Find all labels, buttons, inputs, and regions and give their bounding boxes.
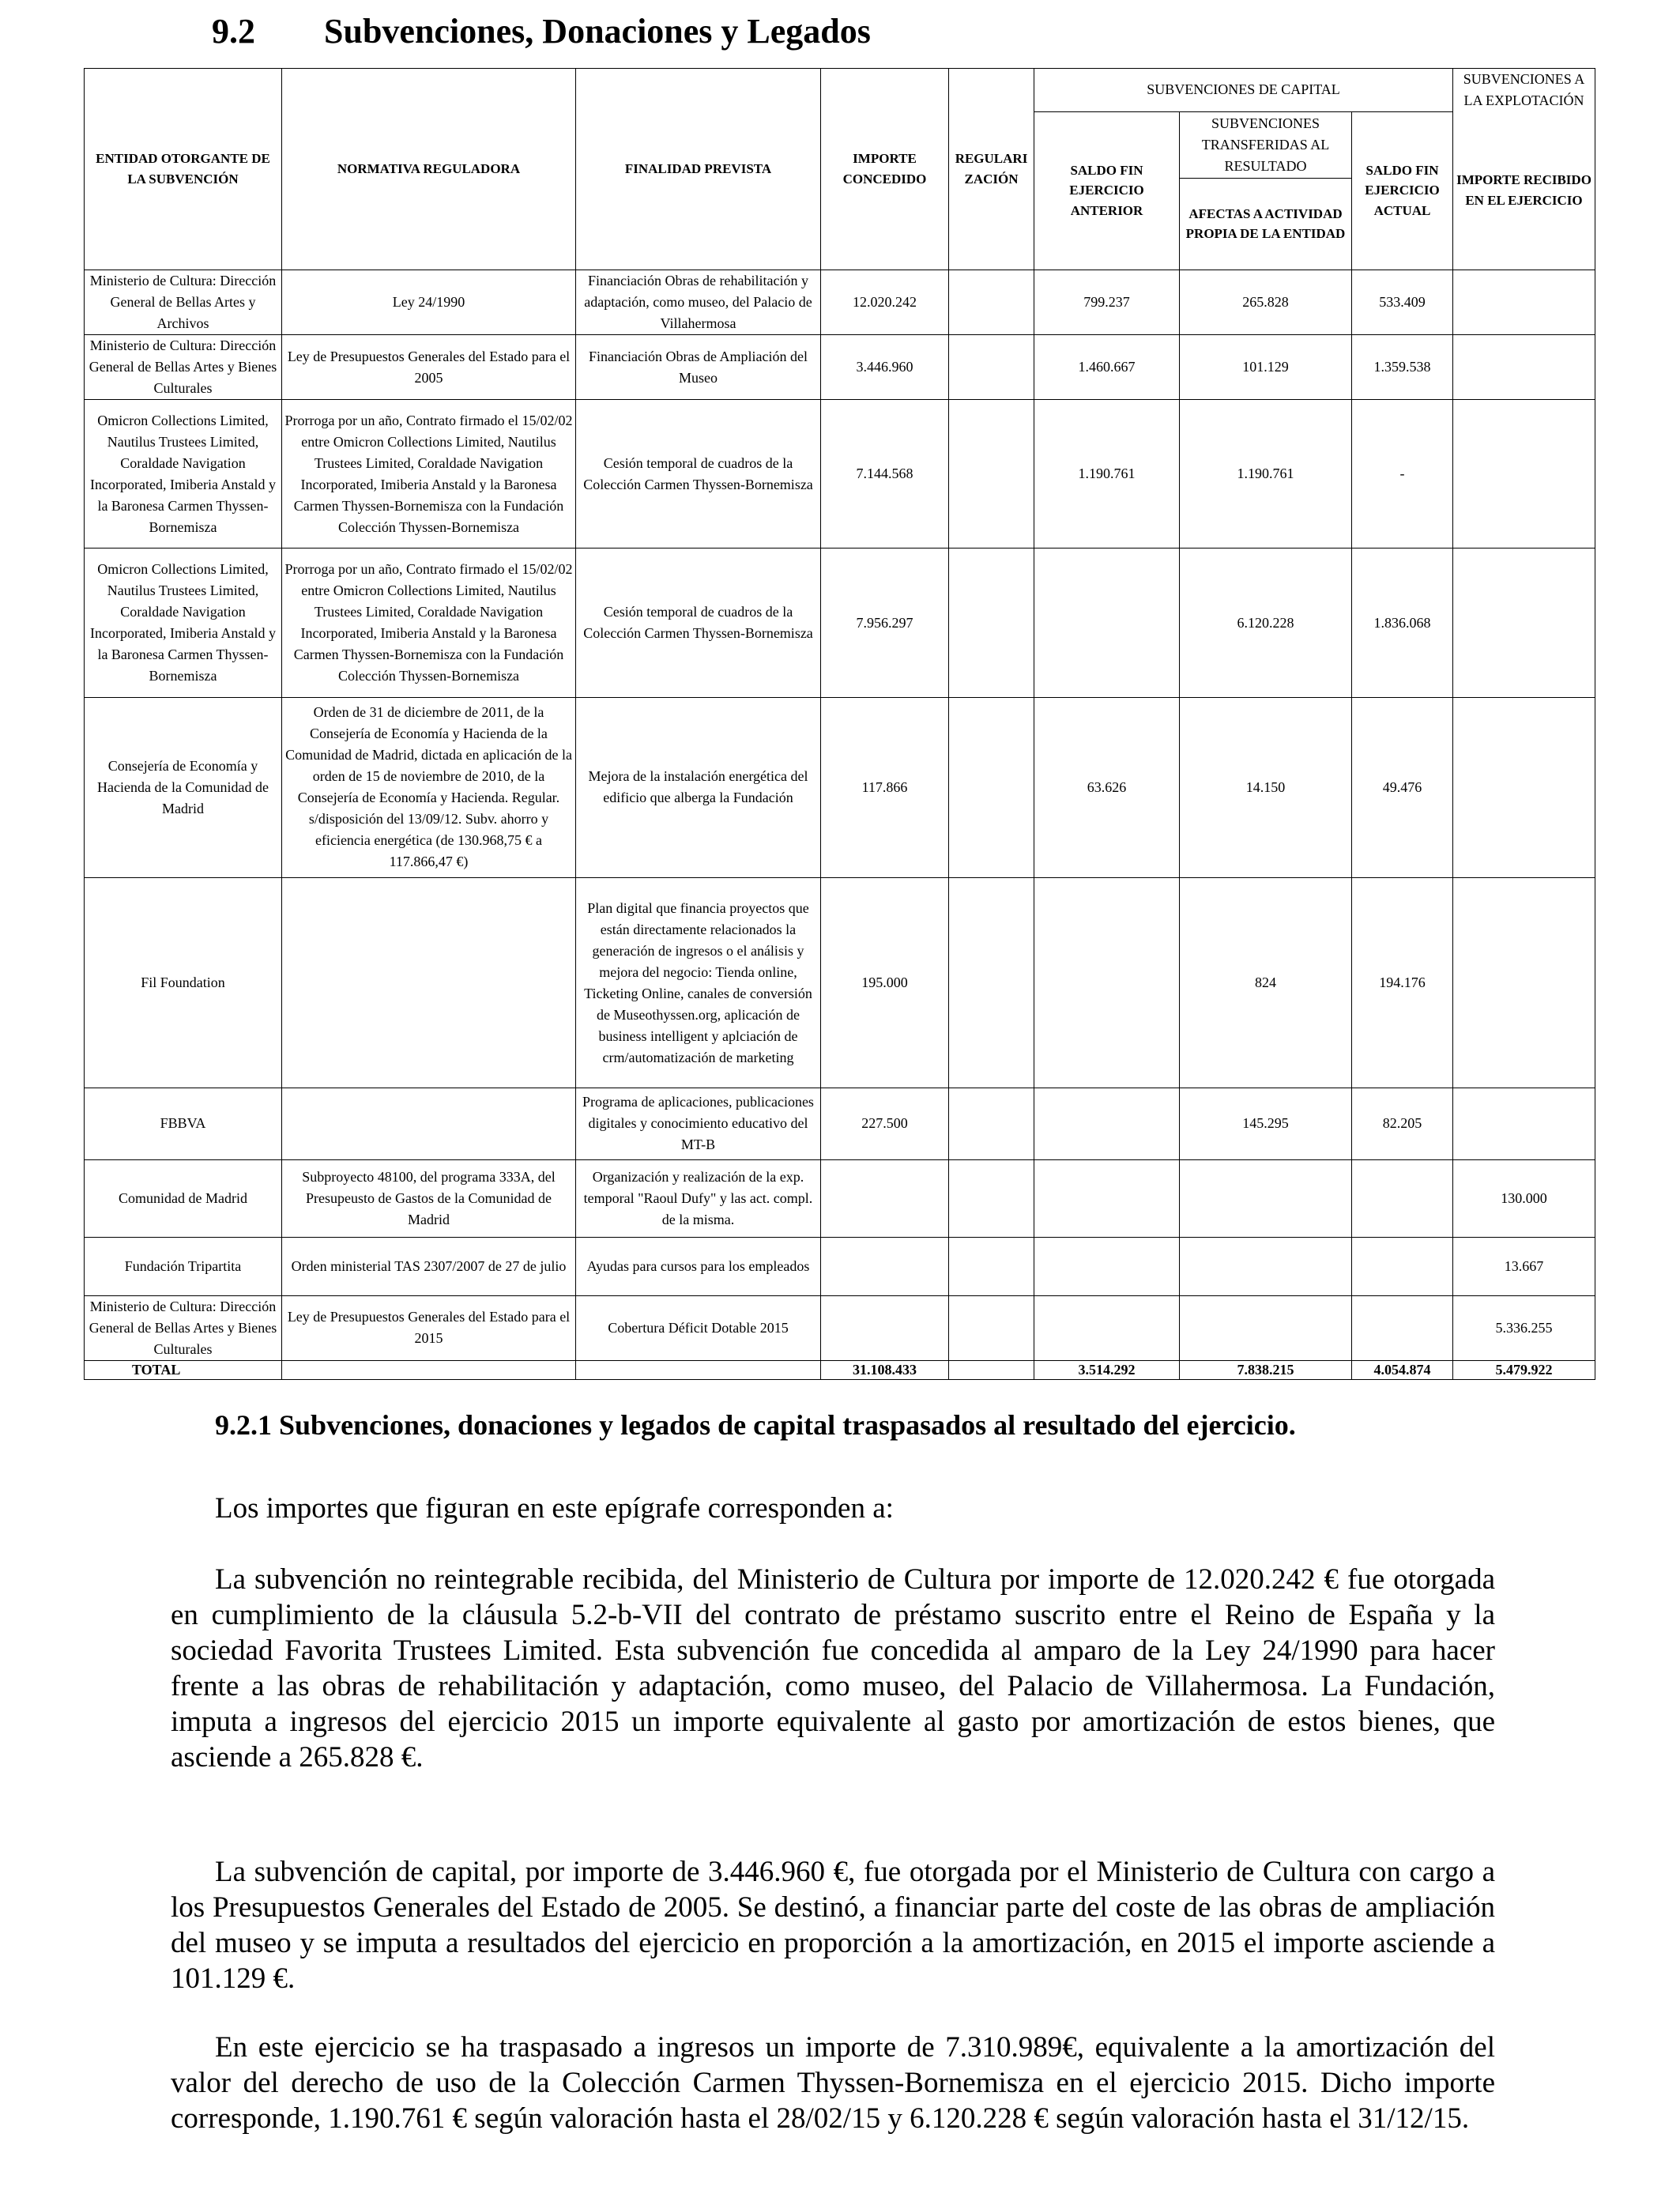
cell-finalidad: Organización y realización de la exp. temporal "Raoul Dufy" y las act. compl. de la misma. (576, 1159, 821, 1237)
header-entidad: ENTIDAD OTORGANTE DE LA SUBVENCIÓN (85, 69, 282, 270)
cell-afectas (1180, 1159, 1352, 1237)
cell-normativa: Orden ministerial TAS 2307/2007 de 27 de julio (282, 1237, 576, 1295)
cell-finalidad: Cobertura Déficit Dotable 2015 (576, 1295, 821, 1360)
cell-entidad: Comunidad de Madrid (85, 1159, 282, 1237)
paragraph-ministerio (171, 1562, 1495, 1775)
cell-entidad: Fundación Tripartita (85, 1237, 282, 1295)
table-row (85, 548, 1595, 697)
cell-saldo-actual: - (1352, 400, 1453, 548)
cell-finalidad: Programa de aplicaciones, publicaciones digitales y conocimiento educativo del MT-B (576, 1088, 821, 1159)
cell-finalidad: Ayudas para cursos para los empleados (576, 1237, 821, 1295)
cell-afectas: 824 (1180, 878, 1352, 1088)
cell-normativa: Ley de Presupuestos Generales del Estado para el 2015 (282, 1295, 576, 1360)
cell-recibido (1453, 878, 1595, 1088)
total-row (85, 1360, 1595, 1379)
cell-regularizacion (949, 1159, 1034, 1237)
header-saldo-actual: SALDO FIN EJERCICIO ACTUAL (1352, 111, 1453, 270)
cell-normativa: Ley 24/1990 (282, 270, 576, 334)
cell-regularizacion (949, 697, 1034, 877)
cell-finalidad: Mejora de la instalación energética del edificio que alberga la Fundación (576, 697, 821, 877)
cell-regularizacion (949, 548, 1034, 697)
cell-afectas: 6.120.228 (1180, 548, 1352, 697)
cell-regularizacion (949, 334, 1034, 399)
cell-normativa: Prorroga por un año, Contrato firmado el 15/02/02 entre Omicron Collections Limited, Nautilus Trustees Limited, Coraldade Navigation Incorporated, Imiberia Anstald y la Baronesa Carmen Thyssen-Bornemisza con la Fundación Colección Thyssen-Bornemisza (282, 400, 576, 548)
cell-afectas (1180, 1295, 1352, 1360)
cell-afectas (1180, 1237, 1352, 1295)
cell-recibido (1453, 548, 1595, 697)
cell-normativa: Orden de 31 de diciembre de 2011, de la Consejería de Economía y Hacienda de la Comunidad de Madrid, dictada en aplicación de la orden de 15 de noviembre de 2010, de la Consejería de Economía y Hacienda. Regular. s/disposición del 13/09/12. Subv. ahorro y eficiencia energética (de 130.968,75 € a 117.866,47 €) (282, 697, 576, 877)
paragraph-capital (171, 1854, 1495, 1996)
cell-importe (821, 1237, 949, 1295)
subsidies-table (84, 68, 1595, 1380)
total-finalidad (576, 1360, 821, 1379)
cell-entidad: Omicron Collections Limited, Nautilus Trustees Limited, Coraldade Navigation Incorporated, Imiberia Anstald y la Baronesa Carmen Thyssen-Bornemisza (85, 548, 282, 697)
paragraph-text: La subvención de capital, por importe de 3.446.960 €, fue otorgada por el Ministerio de Cultura con cargo a los Presupuestos Generales del Estado de 2005. Se destinó, a financiar parte del coste de las obras de ampliación del museo y se imputa a resultados del ejercicio en proporción a la amortización, en 2015 el importe asciende a 101.129 €. (171, 1856, 1495, 1995)
paragraph-text: La subvención no reintegrable recibida, del Ministerio de Cultura por importe de 12.020.242 € fue otorgada en cumplimiento de la cláusula 5.2-b-VII del contrato de préstamo suscrito entre el Reino de España y la sociedad Favorita Trustees Limited. Esta subvención fue concedida al amparo de la Ley 24/1990 para hacer frente a las obras de rehabilitación y adaptación, como museo, del Palacio de Villahermosa. La Fundación, imputa a ingresos del ejercicio 2015 un importe equivalente al gasto por amortización de estos bienes, que asciende a 265.828 €. (171, 1563, 1495, 1774)
cell-saldo-actual: 194.176 (1352, 878, 1453, 1088)
paragraph-intro (171, 1491, 1495, 1526)
cell-recibido (1453, 400, 1595, 548)
cell-afectas: 14.150 (1180, 697, 1352, 877)
section-title-text: Subvenciones, Donaciones y Legados (324, 12, 871, 51)
cell-saldo-actual (1352, 1237, 1453, 1295)
cell-saldo-actual (1352, 1295, 1453, 1360)
cell-regularizacion (949, 1088, 1034, 1159)
total-saldo-actual: 4.054.874 (1352, 1360, 1453, 1379)
paragraph-text: En este ejercicio se ha traspasado a ingresos un importe de 7.310.989€, equivalente a la amortización del valor del derecho de uso de la Colección Carmen Thyssen-Bornemisza en el ejercicio 2015. Dicho importe corresponde, 1.190.761 € según valoración hasta el 28/02/15 y 6.120.228 € según valoración hasta el 31/12/15. (171, 2031, 1495, 2135)
cell-saldo-anterior (1034, 548, 1180, 697)
table-row (85, 1159, 1595, 1237)
cell-importe: 3.446.960 (821, 334, 949, 399)
header-afectas: AFECTAS A ACTIVIDAD PROPIA DE LA ENTIDAD (1180, 178, 1352, 270)
header-explotacion-group: SUBVENCIONES A LA EXPLOTACIÓN (1453, 69, 1595, 112)
cell-finalidad: Financiación Obras de rehabilitación y adaptación, como museo, del Palacio de Villahermosa (576, 270, 821, 334)
cell-importe: 117.866 (821, 697, 949, 877)
cell-saldo-anterior (1034, 878, 1180, 1088)
cell-importe (821, 1295, 949, 1360)
table-row (85, 1295, 1595, 1360)
total-recibido: 5.479.922 (1453, 1360, 1595, 1379)
cell-finalidad: Cesión temporal de cuadros de la Colección Carmen Thyssen-Bornemisza (576, 400, 821, 548)
cell-recibido: 13.667 (1453, 1237, 1595, 1295)
cell-regularizacion (949, 270, 1034, 334)
cell-entidad: Ministerio de Cultura: Dirección General de Bellas Artes y Bienes Culturales (85, 334, 282, 399)
cell-saldo-anterior: 1.190.761 (1034, 400, 1180, 548)
table-row (85, 878, 1595, 1088)
table-row (85, 1237, 1595, 1295)
cell-entidad: Omicron Collections Limited, Nautilus Trustees Limited, Coraldade Navigation Incorporated, Imiberia Anstald y la Baronesa Carmen Thyssen-Bornemisza (85, 400, 282, 548)
cell-entidad: Fil Foundation (85, 878, 282, 1088)
cell-finalidad: Plan digital que financia proyectos que están directamente relacionados la generación de ingresos o el análisis y mejora del negocio: Tienda online, Ticketing Online, canales de conversión de Museothyssen.org, aplicación de business intelligent y aplciación de crm/automatización de marketing (576, 878, 821, 1088)
cell-normativa: Prorroga por un año, Contrato firmado el 15/02/02 entre Omicron Collections Limited, Nautilus Trustees Limited, Coraldade Navigation Incorporated, Imiberia Anstald y la Baronesa Carmen Thyssen-Bornemisza con la Fundación Colección Thyssen-Bornemisza (282, 548, 576, 697)
cell-recibido: 130.000 (1453, 1159, 1595, 1237)
cell-importe: 227.500 (821, 1088, 949, 1159)
cell-saldo-actual: 533.409 (1352, 270, 1453, 334)
cell-importe: 12.020.242 (821, 270, 949, 334)
cell-importe (821, 1159, 949, 1237)
table-row (85, 270, 1595, 334)
cell-recibido: 5.336.255 (1453, 1295, 1595, 1360)
cell-normativa (282, 1088, 576, 1159)
cell-entidad: Consejería de Economía y Hacienda de la Comunidad de Madrid (85, 697, 282, 877)
cell-saldo-anterior (1034, 1237, 1180, 1295)
table-row (85, 334, 1595, 399)
header-saldo-anterior: SALDO FIN EJERCICIO ANTERIOR (1034, 111, 1180, 270)
cell-entidad: Ministerio de Cultura: Dirección General de Bellas Artes y Archivos (85, 270, 282, 334)
cell-saldo-anterior: 1.460.667 (1034, 334, 1180, 399)
total-label: TOTAL (85, 1360, 282, 1379)
cell-normativa (282, 878, 576, 1088)
header-normativa: NORMATIVA REGULADORA (282, 69, 576, 270)
cell-saldo-actual (1352, 1159, 1453, 1237)
cell-saldo-anterior (1034, 1295, 1180, 1360)
cell-regularizacion (949, 400, 1034, 548)
cell-finalidad: Cesión temporal de cuadros de la Colección Carmen Thyssen-Bornemisza (576, 548, 821, 697)
total-afectas: 7.838.215 (1180, 1360, 1352, 1379)
cell-afectas: 265.828 (1180, 270, 1352, 334)
cell-recibido (1453, 697, 1595, 877)
cell-finalidad: Financiación Obras de Ampliación del Museo (576, 334, 821, 399)
table-row (85, 1088, 1595, 1159)
cell-importe: 7.144.568 (821, 400, 949, 548)
section-title (212, 11, 871, 51)
table-row (85, 697, 1595, 877)
cell-regularizacion (949, 1237, 1034, 1295)
cell-normativa: Subproyecto 48100, del programa 333A, del Presupeusto de Gastos de la Comunidad de Madrid (282, 1159, 576, 1237)
cell-entidad: Ministerio de Cultura: Dirección General de Bellas Artes y Bienes Culturales (85, 1295, 282, 1360)
cell-saldo-actual: 1.359.538 (1352, 334, 1453, 399)
cell-importe: 7.956.297 (821, 548, 949, 697)
header-finalidad: FINALIDAD PREVISTA (576, 69, 821, 270)
paragraph-traspaso (171, 2030, 1495, 2136)
cell-saldo-actual: 1.836.068 (1352, 548, 1453, 697)
cell-saldo-actual: 82.205 (1352, 1088, 1453, 1159)
cell-recibido (1453, 334, 1595, 399)
cell-recibido (1453, 1088, 1595, 1159)
header-importe-recibido: IMPORTE RECIBIDO EN EL EJERCICIO (1453, 111, 1595, 270)
subsection-heading: 9.2.1 Subvenciones, donaciones y legados de capital traspasados al resultado del ejercicio. (215, 1409, 1296, 1441)
cell-importe: 195.000 (821, 878, 949, 1088)
cell-recibido (1453, 270, 1595, 334)
cell-saldo-actual: 49.476 (1352, 697, 1453, 877)
cell-regularizacion (949, 1295, 1034, 1360)
cell-saldo-anterior (1034, 1088, 1180, 1159)
paragraph-text: Los importes que figuran en este epígrafe corresponden a: (215, 1492, 894, 1525)
cell-saldo-anterior: 799.237 (1034, 270, 1180, 334)
cell-saldo-anterior (1034, 1159, 1180, 1237)
total-importe: 31.108.433 (821, 1360, 949, 1379)
table-row (85, 400, 1595, 548)
cell-afectas: 1.190.761 (1180, 400, 1352, 548)
header-regularizacion: REGULARI ZACIÓN (949, 69, 1034, 270)
cell-afectas: 145.295 (1180, 1088, 1352, 1159)
header-importe: IMPORTE CONCEDIDO (821, 69, 949, 270)
header-capital-group: SUBVENCIONES DE CAPITAL (1034, 69, 1453, 112)
cell-entidad: FBBVA (85, 1088, 282, 1159)
total-normativa (282, 1360, 576, 1379)
section-number: 9.2 (212, 12, 255, 51)
total-saldo-anterior: 3.514.292 (1034, 1360, 1180, 1379)
total-regularizacion (949, 1360, 1034, 1379)
cell-regularizacion (949, 878, 1034, 1088)
cell-afectas: 101.129 (1180, 334, 1352, 399)
cell-normativa: Ley de Presupuestos Generales del Estado para el 2005 (282, 334, 576, 399)
cell-saldo-anterior: 63.626 (1034, 697, 1180, 877)
header-transferidas: SUBVENCIONES TRANSFERIDAS AL RESULTADO (1180, 111, 1352, 178)
